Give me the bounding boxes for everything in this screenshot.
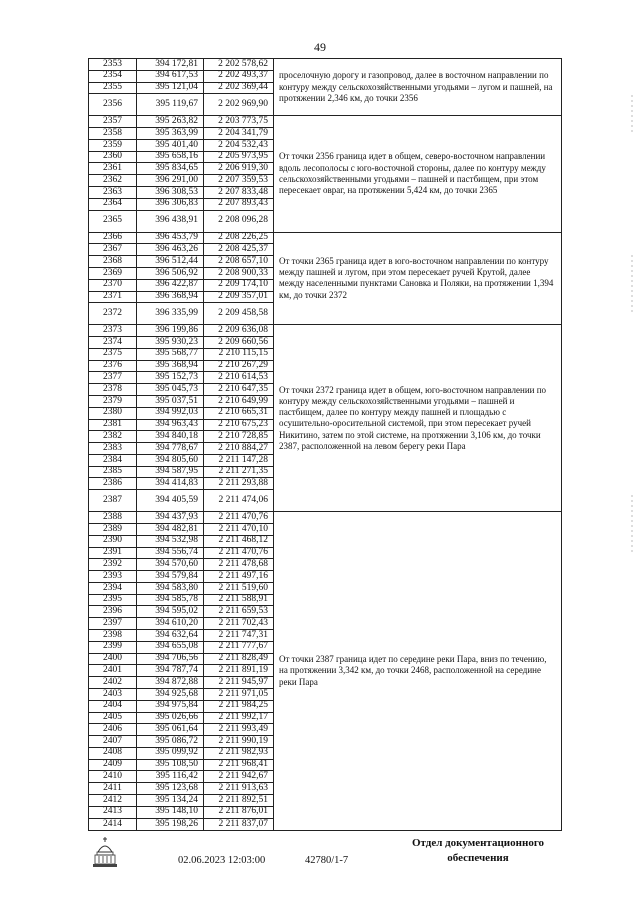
footer-department [398, 836, 558, 866]
point-number-cell: 2366 [89, 232, 137, 244]
footer-datetime: 02.06.2023 12:03:00 [178, 855, 266, 866]
y-coordinate-cell: 2 211 876,01 [204, 806, 274, 818]
y-coordinate-cell: 2 211 990,19 [204, 736, 274, 748]
table-row [89, 59, 562, 71]
y-coordinate-cell: 2 211 702,43 [204, 618, 274, 630]
table-row [89, 232, 562, 244]
point-number-cell: 2397 [89, 618, 137, 630]
x-coordinate-cell: 394 172,81 [137, 59, 204, 71]
footer-department-line2: обеспечения [447, 851, 509, 864]
point-number-cell: 2401 [89, 665, 137, 677]
x-coordinate-cell: 396 306,83 [137, 198, 204, 210]
y-coordinate-cell: 2 210 647,35 [204, 384, 274, 396]
table-row [89, 325, 562, 337]
y-coordinate-cell: 2 211 984,25 [204, 700, 274, 712]
x-coordinate-cell: 394 595,02 [137, 606, 204, 618]
x-coordinate-cell: 394 778,67 [137, 443, 204, 455]
point-number-cell: 2394 [89, 582, 137, 594]
x-coordinate-cell: 394 585,78 [137, 594, 204, 606]
y-coordinate-cell: 2 207 359,53 [204, 175, 274, 187]
y-coordinate-cell: 2 211 968,41 [204, 759, 274, 771]
x-coordinate-cell: 395 037,51 [137, 395, 204, 407]
y-coordinate-cell: 2 211 470,76 [204, 512, 274, 524]
footer-department-line1: Отдел документационного [411, 837, 545, 849]
x-coordinate-cell: 394 925,68 [137, 688, 204, 700]
x-coordinate-cell: 395 834,65 [137, 163, 204, 175]
point-number-cell: 2359 [89, 139, 137, 151]
point-number-cell: 2410 [89, 771, 137, 783]
x-coordinate-cell: 394 706,56 [137, 653, 204, 665]
point-number-cell: 2412 [89, 794, 137, 806]
y-coordinate-cell: 2 209 174,10 [204, 279, 274, 291]
y-coordinate-cell: 2 202 578,62 [204, 59, 274, 71]
y-coordinate-cell: 2 210 649,99 [204, 395, 274, 407]
y-coordinate-cell: 2 208 657,10 [204, 256, 274, 268]
y-coordinate-cell: 2 210 728,85 [204, 431, 274, 443]
table-row [89, 116, 562, 128]
point-number-cell: 2357 [89, 116, 137, 128]
x-coordinate-cell: 395 119,67 [137, 94, 204, 116]
x-coordinate-cell: 394 992,03 [137, 407, 204, 419]
point-number-cell: 2369 [89, 267, 137, 279]
x-coordinate-cell: 394 570,60 [137, 559, 204, 571]
y-coordinate-cell: 2 202 493,37 [204, 70, 274, 82]
point-number-cell: 2374 [89, 337, 137, 349]
x-coordinate-cell: 394 579,84 [137, 571, 204, 583]
x-coordinate-cell: 395 086,72 [137, 736, 204, 748]
y-coordinate-cell: 2 204 532,43 [204, 139, 274, 151]
point-number-cell: 2385 [89, 466, 137, 478]
point-number-cell: 2363 [89, 187, 137, 199]
x-coordinate-cell: 394 655,08 [137, 641, 204, 653]
y-coordinate-cell: 2 211 942,67 [204, 771, 274, 783]
y-coordinate-cell: 2 211 837,07 [204, 818, 274, 830]
point-number-cell: 2404 [89, 700, 137, 712]
y-coordinate-cell: 2 211 982,93 [204, 747, 274, 759]
point-number-cell: 2367 [89, 244, 137, 256]
point-number-cell: 2413 [89, 806, 137, 818]
x-coordinate-cell: 394 405,59 [137, 490, 204, 512]
y-coordinate-cell: 2 211 913,63 [204, 783, 274, 795]
x-coordinate-cell: 394 963,43 [137, 419, 204, 431]
point-number-cell: 2406 [89, 724, 137, 736]
x-coordinate-cell: 395 108,50 [137, 759, 204, 771]
y-coordinate-cell: 2 206 919,30 [204, 163, 274, 175]
x-coordinate-cell: 394 414,83 [137, 478, 204, 490]
x-coordinate-cell: 396 453,79 [137, 232, 204, 244]
x-coordinate-cell: 395 930,23 [137, 337, 204, 349]
y-coordinate-cell: 2 207 893,43 [204, 198, 274, 210]
x-coordinate-cell: 395 568,77 [137, 348, 204, 360]
page-edge-marks [630, 95, 634, 555]
y-coordinate-cell: 2 210 614,53 [204, 372, 274, 384]
y-coordinate-cell: 2 203 773,75 [204, 116, 274, 128]
x-coordinate-cell: 394 583,80 [137, 582, 204, 594]
x-coordinate-cell: 395 198,26 [137, 818, 204, 830]
point-number-cell: 2368 [89, 256, 137, 268]
y-coordinate-cell: 2 211 470,76 [204, 547, 274, 559]
point-number-cell: 2392 [89, 559, 137, 571]
boundary-description-cell: От точки 2387 граница идет по середине реки Пара, вниз по течению, на протяжении 3,342 км, до точки 2468, расположенной на середине реки Пара [274, 512, 562, 831]
point-number-cell: 2405 [89, 712, 137, 724]
point-number-cell: 2396 [89, 606, 137, 618]
point-number-cell: 2381 [89, 419, 137, 431]
boundary-description-cell: проселочную дорогу и газопровод, далее в восточном направлении по контуру между сельскохозяйственными угодьями – лугом и пашней, на протяжении 2,346 км, до точки 2356 [274, 59, 562, 116]
point-number-cell: 2356 [89, 94, 137, 116]
emblem-icon [92, 836, 118, 868]
footer-doc-number: 42780/1-7 [305, 855, 349, 866]
x-coordinate-cell: 396 463,26 [137, 244, 204, 256]
y-coordinate-cell: 2 209 660,56 [204, 337, 274, 349]
x-coordinate-cell: 394 610,20 [137, 618, 204, 630]
point-number-cell: 2387 [89, 490, 137, 512]
point-number-cell: 2408 [89, 747, 137, 759]
point-number-cell: 2402 [89, 677, 137, 689]
point-number-cell: 2407 [89, 736, 137, 748]
x-coordinate-cell: 394 482,81 [137, 524, 204, 536]
point-number-cell: 2390 [89, 535, 137, 547]
y-coordinate-cell: 2 211 993,49 [204, 724, 274, 736]
point-number-cell: 2370 [89, 279, 137, 291]
y-coordinate-cell: 2 204 341,79 [204, 128, 274, 140]
x-coordinate-cell: 395 134,24 [137, 794, 204, 806]
point-number-cell: 2382 [89, 431, 137, 443]
point-number-cell: 2386 [89, 478, 137, 490]
x-coordinate-cell: 394 437,93 [137, 512, 204, 524]
point-number-cell: 2391 [89, 547, 137, 559]
boundary-description-cell: От точки 2372 граница идет в общем, юго-восточном направлении по контуру между сельскохозяйственными угодьями – пашней и пастбищем, далее по контуру между пашней и площадью с осушительно-оросительной системой, при этом пересекает ручей Никитино, затем по этой системе, на протяжении 3,106 км, до точки 2387, расположенной на левом берегу реки Пара [274, 325, 562, 512]
point-number-cell: 2353 [89, 59, 137, 71]
x-coordinate-cell: 395 152,73 [137, 372, 204, 384]
y-coordinate-cell: 2 211 992,17 [204, 712, 274, 724]
y-coordinate-cell: 2 211 945,97 [204, 677, 274, 689]
point-number-cell: 2384 [89, 454, 137, 466]
x-coordinate-cell: 395 263,82 [137, 116, 204, 128]
point-number-cell: 2372 [89, 303, 137, 325]
x-coordinate-cell: 395 116,42 [137, 771, 204, 783]
x-coordinate-cell: 394 805,60 [137, 454, 204, 466]
y-coordinate-cell: 2 210 884,27 [204, 443, 274, 455]
point-number-cell: 2364 [89, 198, 137, 210]
x-coordinate-cell: 395 658,16 [137, 151, 204, 163]
y-coordinate-cell: 2 205 973,95 [204, 151, 274, 163]
page-number: 49 [314, 40, 326, 54]
point-number-cell: 2389 [89, 524, 137, 536]
point-number-cell: 2373 [89, 325, 137, 337]
y-coordinate-cell: 2 209 458,58 [204, 303, 274, 325]
y-coordinate-cell: 2 210 115,15 [204, 348, 274, 360]
point-number-cell: 2361 [89, 163, 137, 175]
point-number-cell: 2355 [89, 82, 137, 94]
point-number-cell: 2398 [89, 630, 137, 642]
y-coordinate-cell: 2 211 891,19 [204, 665, 274, 677]
point-number-cell: 2375 [89, 348, 137, 360]
point-number-cell: 2377 [89, 372, 137, 384]
x-coordinate-cell: 394 787,74 [137, 665, 204, 677]
point-number-cell: 2378 [89, 384, 137, 396]
point-number-cell: 2360 [89, 151, 137, 163]
y-coordinate-cell: 2 211 474,06 [204, 490, 274, 512]
x-coordinate-cell: 396 291,00 [137, 175, 204, 187]
y-coordinate-cell: 2 208 900,33 [204, 267, 274, 279]
y-coordinate-cell: 2 210 267,29 [204, 360, 274, 372]
y-coordinate-cell: 2 208 096,28 [204, 210, 274, 232]
boundary-description-cell: От точки 2356 граница идет в общем, северо-восточном направлении вдоль лесополосы с юго-восточной стороны, далее по контуру между сельскохозяйственными угодьями – пашней и пастбищем, при этом пересекает овраг, на протяжении 5,424 км, до точки 2365 [274, 116, 562, 232]
x-coordinate-cell: 396 506,92 [137, 267, 204, 279]
point-number-cell: 2380 [89, 407, 137, 419]
x-coordinate-cell: 396 308,53 [137, 187, 204, 199]
x-coordinate-cell: 394 840,18 [137, 431, 204, 443]
y-coordinate-cell: 2 210 675,23 [204, 419, 274, 431]
x-coordinate-cell: 396 512,44 [137, 256, 204, 268]
point-number-cell: 2362 [89, 175, 137, 187]
point-number-cell: 2411 [89, 783, 137, 795]
y-coordinate-cell: 2 207 833,48 [204, 187, 274, 199]
point-number-cell: 2414 [89, 818, 137, 830]
point-number-cell: 2403 [89, 688, 137, 700]
point-number-cell: 2371 [89, 291, 137, 303]
x-coordinate-cell: 396 422,87 [137, 279, 204, 291]
x-coordinate-cell: 394 975,84 [137, 700, 204, 712]
x-coordinate-cell: 395 099,92 [137, 747, 204, 759]
x-coordinate-cell: 396 199,86 [137, 325, 204, 337]
x-coordinate-cell: 395 026,66 [137, 712, 204, 724]
y-coordinate-cell: 2 211 271,35 [204, 466, 274, 478]
point-number-cell: 2376 [89, 360, 137, 372]
y-coordinate-cell: 2 211 470,10 [204, 524, 274, 536]
point-number-cell: 2379 [89, 395, 137, 407]
x-coordinate-cell: 395 061,64 [137, 724, 204, 736]
x-coordinate-cell: 395 121,04 [137, 82, 204, 94]
y-coordinate-cell: 2 211 468,12 [204, 535, 274, 547]
y-coordinate-cell: 2 211 659,53 [204, 606, 274, 618]
coordinates-table [88, 58, 562, 831]
point-number-cell: 2354 [89, 70, 137, 82]
x-coordinate-cell: 395 123,68 [137, 783, 204, 795]
x-coordinate-cell: 396 368,94 [137, 291, 204, 303]
x-coordinate-cell: 394 617,53 [137, 70, 204, 82]
x-coordinate-cell: 394 556,74 [137, 547, 204, 559]
boundary-description-cell: От точки 2365 граница идет в юго-восточном направлении по контуру между пашней и лугом, при этом пересекает ручей Крутой, далее между населенными пунктами Сановка и Поляки, на протяжении 1,394 км, до точки 2372 [274, 232, 562, 325]
point-number-cell: 2395 [89, 594, 137, 606]
point-number-cell: 2400 [89, 653, 137, 665]
y-coordinate-cell: 2 211 828,49 [204, 653, 274, 665]
table-row [89, 512, 562, 524]
point-number-cell: 2409 [89, 759, 137, 771]
y-coordinate-cell: 2 211 497,16 [204, 571, 274, 583]
x-coordinate-cell: 394 532,98 [137, 535, 204, 547]
y-coordinate-cell: 2 211 293,88 [204, 478, 274, 490]
x-coordinate-cell: 394 632,64 [137, 630, 204, 642]
point-number-cell: 2365 [89, 210, 137, 232]
y-coordinate-cell: 2 211 478,68 [204, 559, 274, 571]
x-coordinate-cell: 396 335,99 [137, 303, 204, 325]
y-coordinate-cell: 2 208 425,37 [204, 244, 274, 256]
point-number-cell: 2399 [89, 641, 137, 653]
x-coordinate-cell: 395 368,94 [137, 360, 204, 372]
point-number-cell: 2383 [89, 443, 137, 455]
y-coordinate-cell: 2 211 971,05 [204, 688, 274, 700]
x-coordinate-cell: 395 045,73 [137, 384, 204, 396]
y-coordinate-cell: 2 211 892,51 [204, 794, 274, 806]
y-coordinate-cell: 2 209 636,08 [204, 325, 274, 337]
x-coordinate-cell: 395 401,40 [137, 139, 204, 151]
x-coordinate-cell: 395 148,10 [137, 806, 204, 818]
y-coordinate-cell: 2 211 519,60 [204, 582, 274, 594]
x-coordinate-cell: 394 587,95 [137, 466, 204, 478]
y-coordinate-cell: 2 211 747,31 [204, 630, 274, 642]
y-coordinate-cell: 2 210 665,31 [204, 407, 274, 419]
y-coordinate-cell: 2 202 369,44 [204, 82, 274, 94]
y-coordinate-cell: 2 202 969,90 [204, 94, 274, 116]
y-coordinate-cell: 2 211 147,28 [204, 454, 274, 466]
y-coordinate-cell: 2 208 226,25 [204, 232, 274, 244]
x-coordinate-cell: 395 363,99 [137, 128, 204, 140]
x-coordinate-cell: 396 438,91 [137, 210, 204, 232]
x-coordinate-cell: 394 872,88 [137, 677, 204, 689]
point-number-cell: 2388 [89, 512, 137, 524]
point-number-cell: 2393 [89, 571, 137, 583]
y-coordinate-cell: 2 211 588,91 [204, 594, 274, 606]
point-number-cell: 2358 [89, 128, 137, 140]
y-coordinate-cell: 2 209 357,01 [204, 291, 274, 303]
y-coordinate-cell: 2 211 777,67 [204, 641, 274, 653]
